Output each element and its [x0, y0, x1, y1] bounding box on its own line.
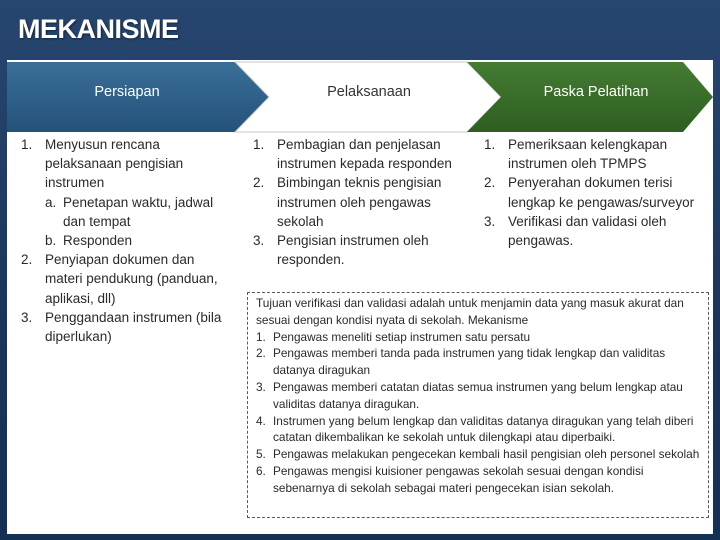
list-item: 3. Penggandaan instrumen (bila diperlukan) — [21, 309, 222, 345]
verification-lead: Tujuan verifikasi dan validasi adalah untuk menjamin data yang masuk akurat dan sesuai dengan kondisi nyata di sekolah. Mekanisme — [256, 296, 684, 327]
list-item: 2. Pengawas memberi tanda pada instrumen yang tidak lengkap dan validitas datanya diragukan — [256, 346, 666, 378]
sub-list-item: a. Penetapan waktu, jadwal dan tempat — [45, 194, 214, 229]
list-item: 3. Pengisian instrumen oleh responden. — [253, 233, 429, 268]
list-item: 4. Instrumen yang belum lengkap dan validitas datanya diragukan yang telah diberi catatan dikembalikan ke sekolah untuk dilengkapi atau diperbaiki. — [256, 413, 694, 445]
verification-box — [247, 292, 709, 518]
list-item: 2. Penyiapan dokumen dan materi pendukung (panduan, aplikasi, dll) — [21, 252, 218, 306]
list-item: 6. Pengawas mengisi kuisioner pengawas sekolah sesuai dengan kondisi sebenarnya di sekolah sebagai materi pengecekan isian sekolah. — [256, 463, 644, 495]
list-item: 1. Pengawas meneliti setiap instrumen satu persatu — [256, 329, 531, 344]
persiapan-list — [21, 135, 235, 346]
list-item: 2. Penyerahan dokumen terisi lengkap ke pengawas/surveyor — [484, 175, 695, 210]
list-item: 1. Pembagian dan penjelasan instrumen kepada responden — [253, 137, 452, 172]
stage-label-persiapan: Persiapan — [94, 84, 160, 100]
stage-label-paska-pelatihan: Paska Pelatihan — [543, 84, 649, 100]
list-item: 1. Pemeriksaan kelengkapan instrumen oleh TPMPS — [484, 137, 668, 172]
content-panel — [7, 60, 713, 534]
slide-title: MEKANISME — [18, 14, 179, 44]
list-item: 2. Bimbingan teknis pengisian instrumen oleh pengawas sekolah — [253, 175, 442, 229]
list-item: 3. Verifikasi dan validasi oleh pengawas. — [484, 213, 667, 249]
list-item: 3. Pengawas memberi catatan diatas semua instrumen yang belum lengkap atau validitas datanya diragukan. — [256, 379, 683, 411]
pelaksanaan-list — [253, 135, 473, 269]
paska-pelatihan-list — [484, 135, 706, 250]
stage-label-pelaksanaan: Pelaksanaan — [327, 84, 411, 100]
list-item: 5. Pengawas melakukan pengecekan kembali hasil pengisian oleh personel sekolah — [256, 447, 700, 462]
sub-list-item: b. Responden — [45, 233, 133, 249]
list-item: 1. Menyusun rencana pelaksanaan pengisian instrumen — [21, 137, 184, 191]
